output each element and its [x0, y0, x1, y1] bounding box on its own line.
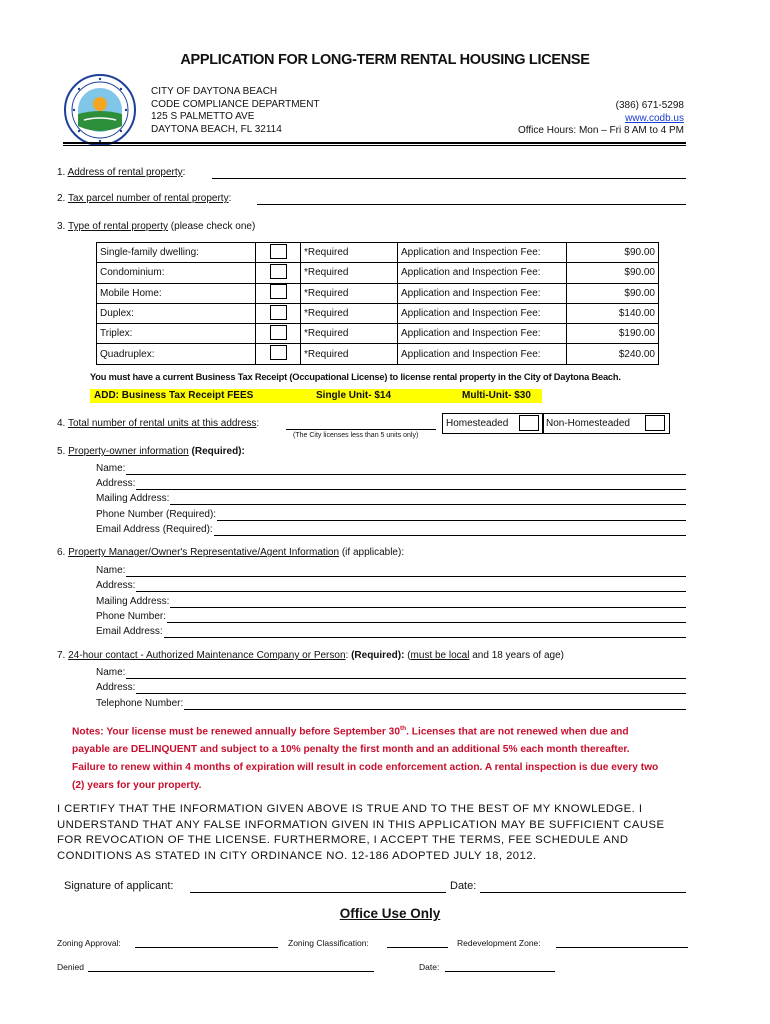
property-type-row — [97, 303, 659, 323]
city-seal-logo — [64, 74, 136, 146]
department-address — [151, 86, 320, 136]
header-rule — [63, 142, 686, 144]
fee-label: Application and Inspection Fee: — [398, 303, 567, 323]
non-homesteaded-box — [542, 413, 670, 434]
property-type-checkbox[interactable] — [270, 305, 287, 320]
form-title: APPLICATION FOR LONG-TERM RENTAL HOUSING LICENSE — [180, 52, 590, 68]
agent-field-label: Mailing Address: — [96, 595, 170, 607]
required-label: *Required — [301, 263, 398, 283]
org-line: CITY OF DAYTONA BEACH — [151, 86, 278, 97]
fee-amount: $90.00 — [567, 243, 659, 263]
org-line: DAYTONA BEACH, FL 32114 — [151, 123, 282, 135]
btr-fee-multi: Multi-Unit- $30 — [462, 390, 531, 401]
property-type-check-cell — [256, 243, 301, 263]
certify-line: I CERTIFY THAT THE INFORMATION GIVEN ABOVE IS TRUE AND TO THE BEST OF MY KNOWLEDGE. I — [57, 803, 643, 815]
non-homesteaded-checkbox[interactable] — [645, 415, 665, 431]
property-type-label: Condominium: — [97, 263, 256, 283]
section-3-label: 3. Type of rental property (please check one) — [57, 221, 256, 232]
property-type-check-cell — [256, 303, 301, 323]
owner-field-label: Email Address (Required): — [96, 523, 213, 535]
property-type-row — [97, 324, 659, 344]
fee-amount: $140.00 — [567, 303, 659, 323]
fee-amount: $190.00 — [567, 324, 659, 344]
zoning-approval-label: Zoning Approval: — [57, 938, 121, 948]
homesteaded-box — [442, 413, 544, 434]
org-line: 125 S PALMETTO AVE — [151, 111, 255, 122]
owner-field-label: Address: — [96, 478, 136, 490]
renewal-notes — [72, 720, 692, 795]
property-type-row — [97, 344, 659, 364]
agent-field-input[interactable] — [126, 565, 686, 577]
signature-date-field[interactable] — [480, 880, 686, 893]
section-1-label: 1. Address of rental property: — [57, 167, 186, 178]
rental-address-field[interactable] — [212, 167, 686, 179]
contact-field-input[interactable] — [136, 682, 686, 694]
property-type-checkbox[interactable] — [270, 244, 287, 259]
owner-field-label: Mailing Address: — [96, 493, 170, 505]
btr-fees-label: ADD: Business Tax Receipt FEES — [94, 390, 254, 401]
phone-number: (386) 671-5298 — [615, 100, 684, 111]
note-line: Notes: Your license must be renewed annually before September 30th. Licenses that are not renewed when due and — [72, 725, 629, 738]
denied-field[interactable] — [88, 962, 374, 972]
signature-label: Signature of applicant: — [64, 880, 174, 892]
zoning-classification-label: Zoning Classification: — [288, 938, 369, 948]
property-type-label: Single-family dwelling: — [97, 243, 256, 263]
required-label: *Required — [301, 283, 398, 303]
office-hours: Office Hours: Mon – Fri 8 AM to 4 PM — [518, 125, 684, 136]
btr-fee-single: Single Unit- $14 — [316, 390, 392, 401]
tax-parcel-field[interactable] — [257, 193, 686, 205]
property-type-row — [97, 263, 659, 283]
required-label: *Required — [301, 243, 398, 263]
redevelopment-zone-label: Redevelopment Zone: — [457, 938, 541, 948]
note-line: Failure to renew within 4 months of expiration will result in code enforcement action. A rental inspection is due every two — [72, 762, 659, 774]
owner-field-input[interactable] — [217, 509, 686, 521]
owner-field-input[interactable] — [136, 478, 686, 490]
property-type-check-cell — [256, 263, 301, 283]
denied-label: Denied — [57, 962, 84, 972]
property-type-check-cell — [256, 344, 301, 364]
office-use-title: Office Use Only — [339, 906, 441, 921]
agent-field-label: Email Address: — [96, 626, 163, 638]
agent-field-label: Name: — [96, 565, 126, 576]
property-type-label: Mobile Home: — [97, 283, 256, 303]
office-date-label: Date: — [419, 962, 440, 972]
zoning-classification-field[interactable] — [387, 938, 448, 948]
certification-statement — [57, 802, 697, 864]
section-7-label: 7. 24-hour contact - Authorized Maintenance Company or Person: (Required): (must be local and 18 years of age) — [57, 650, 564, 661]
agent-field-label: Phone Number: — [96, 610, 167, 622]
fee-label: Application and Inspection Fee: — [398, 283, 567, 303]
property-type-check-cell — [256, 324, 301, 344]
required-label: *Required — [301, 303, 398, 323]
btr-notice: You must have a current Business Tax Receipt (Occupational License) to license rental property in the City of Daytona Beach. — [90, 372, 621, 382]
agent-field-input[interactable] — [167, 611, 686, 623]
total-units-field[interactable] — [286, 418, 436, 430]
zoning-approval-field[interactable] — [135, 938, 278, 948]
section-5-label: 5. Property-owner information (Required): — [57, 446, 245, 457]
fee-amount: $240.00 — [567, 344, 659, 364]
fee-label: Application and Inspection Fee: — [398, 324, 567, 344]
redevelopment-zone-field[interactable] — [556, 938, 688, 948]
note-line: payable are DELINQUENT and subject to a 10% penalty the first month and an additional 5% each month thereafter. — [72, 744, 630, 756]
certify-line: CONDITIONS AS STATED IN CITY ORDINANCE NO. 12-186 ADOPTED JULY 18, 2012. — [57, 849, 537, 862]
property-type-row — [97, 243, 659, 263]
fee-label: Application and Inspection Fee: — [398, 344, 567, 364]
contact-field-label: Telephone Number: — [96, 697, 184, 709]
fee-amount: $90.00 — [567, 263, 659, 283]
contact-field-input[interactable] — [126, 667, 686, 679]
property-type-label: Quadruplex: — [97, 344, 256, 364]
agent-field-input[interactable] — [164, 626, 686, 638]
property-type-check-cell — [256, 283, 301, 303]
owner-field-input[interactable] — [126, 463, 686, 475]
fee-label: Application and Inspection Fee: — [398, 263, 567, 283]
property-type-row — [97, 283, 659, 303]
units-note: (The City licenses less than 5 units only) — [293, 432, 419, 439]
property-type-checkbox[interactable] — [270, 345, 287, 360]
website-link[interactable]: www.codb.us — [625, 112, 684, 124]
certify-line: FOR REVOCATION OF THE LICENSE. FURTHERMORE, I ACCEPT THE TERMS, FEE SCHEDULE AND — [57, 834, 629, 846]
fee-label: Application and Inspection Fee: — [398, 243, 567, 263]
contact-info — [518, 100, 684, 138]
property-type-checkbox[interactable] — [270, 325, 287, 340]
homesteaded-label: Homesteaded — [446, 418, 509, 429]
org-line: CODE COMPLIANCE DEPARTMENT — [151, 98, 320, 110]
owner-field-input[interactable] — [170, 493, 686, 505]
agent-field-label: Address: — [96, 580, 136, 592]
signature-field[interactable] — [190, 880, 446, 893]
owner-field-label: Phone Number (Required): — [96, 508, 217, 520]
contact-field-label: Address: — [96, 682, 136, 694]
section-4-label: 4. Total number of rental units at this address: — [57, 418, 260, 429]
owner-field-input[interactable] — [214, 524, 686, 536]
section-6-label: 6. Property Manager/Owner's Representative/Agent Information (if applicable): — [57, 547, 405, 558]
owner-field-label: Name: — [96, 463, 126, 474]
signature-date-label: Date: — [450, 880, 477, 892]
header-rule — [63, 145, 686, 146]
required-label: *Required — [301, 344, 398, 364]
property-type-checkbox[interactable] — [270, 264, 287, 279]
property-type-label: Duplex: — [97, 303, 256, 323]
property-type-table — [96, 242, 659, 365]
required-label: *Required — [301, 324, 398, 344]
section-2-label: 2. Tax parcel number of rental property: — [57, 193, 232, 204]
homesteaded-checkbox[interactable] — [519, 415, 539, 431]
agent-field-input[interactable] — [170, 596, 686, 608]
fee-amount: $90.00 — [567, 283, 659, 303]
contact-field-label: Name: — [96, 667, 126, 678]
agent-field-input[interactable] — [136, 580, 686, 592]
certify-line: UNDERSTAND THAT ANY FALSE INFORMATION GIVEN IN THIS APPLICATION MAY BE SUFFICIENT CAUSE — [57, 818, 665, 831]
property-type-checkbox[interactable] — [270, 284, 287, 299]
property-type-label: Triplex: — [97, 324, 256, 344]
contact-field-input[interactable] — [184, 698, 686, 710]
non-homesteaded-label: Non-Homesteaded — [546, 418, 630, 429]
btr-fees-highlight — [90, 389, 542, 403]
office-date-field[interactable] — [445, 962, 555, 972]
note-line: (2) years for your property. — [72, 780, 202, 792]
